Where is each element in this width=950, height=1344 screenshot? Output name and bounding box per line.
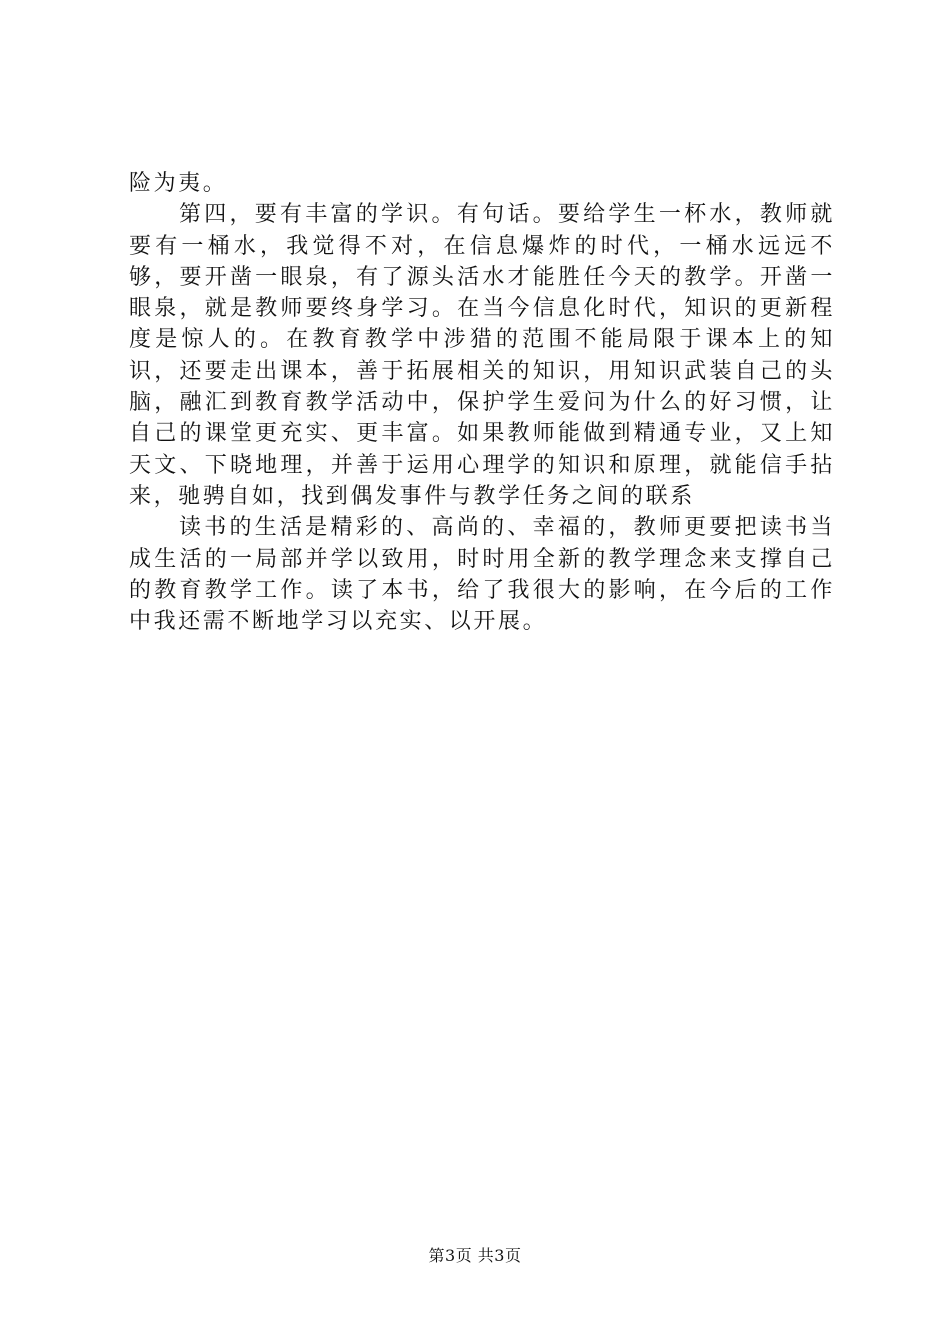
page-footer: 第3页 共3页: [428, 1246, 522, 1265]
paragraph-conclusion: 读书的生活是精彩的、高尚的、幸福的，教师更要把读书当成生活的一局部并学以致用，时时用全新的教学理念来支撑自己的教育教学工作。读了本书，给了我很大的影响，在今后的工作中我还需不断地学习以充实、以开展。: [129, 515, 835, 635]
paragraph-fourth-point: 第四，要有丰富的学识。有句话。要给学生一杯水，教师就要有一桶水，我觉得不对，在信息爆炸的时代，一桶水远远不够，要开凿一眼泉，有了源头活水才能胜任今天的教学。开凿一眼泉，就是教师要终身学习。在当今信息化时代，知识的更新程度是惊人的。在教育教学中涉猎的范围不能局限于课本上的知识，还要走出课本，善于拓展相关的知识，用知识武装自己的头脑，融汇到教育教学活动中，保护学生爱问为什么的好习惯，让自己的课堂更充实、更丰富。如果教师能做到精通专业，又上知天文、下晓地理，并善于运用心理学的知识和原理，就能信手拈来，驰骋自如，找到偶发事件与教学任务之间的联系: [129, 202, 835, 509]
paragraph-continuation: 险为夷。: [129, 171, 228, 196]
document-body: [129, 168, 835, 637]
